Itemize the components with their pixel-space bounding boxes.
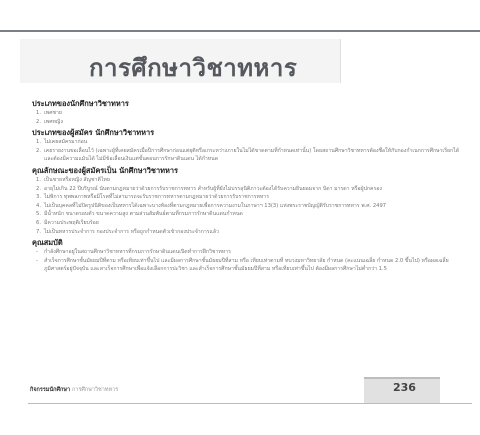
list-item: เพศชาย — [44, 110, 62, 116]
section-student-types — [32, 98, 462, 126]
list-item: มีความประพฤติเรียบร้อย — [44, 219, 99, 226]
section-qualifications — [32, 237, 462, 274]
header-rule — [0, 30, 480, 32]
list-item: - สำเร็จการศึกษาชั้นมัธยมปีที่ตาม หรือเทียบเท่าขึ้นไป และมีผลการศึกษาชั้นมัธยมปีที่สาม หรือ เทียบเท่าตามที่ ทบวงมหาวิทยาลัย กำหนด (คะแนนเฉลี่ย กำหนด 2.0 ขึ้นไป) หรือผลเฉลี่ยภูมิศาสตร์อยู่ปัจจุบัน และสาเร็จการศึกษาเพื่อแจ้งเลือกการปะวิชา และสำเร็จการศึกษาชั้นมัธยมปีที่สาม หรือเทียบเท่าขึ้นไป ต้องมีผลการศึกษาไม่ต่ำกว่า 1.5 — [44, 257, 462, 274]
section-title: ประเภทของนักศึกษาวิชาทหาร — [32, 99, 129, 108]
list-item: ไม่เป็นทหารประจำการ กองประจำการ หรือถูกกำหนดตัวเข้ากองประจำการแล้ว — [44, 228, 219, 235]
list-item: เพศหญิง — [44, 118, 63, 125]
list-item: เคยรายงานขอเลื่อนไว้ (เฉพาะผู้ที่เคยสมัครเมื่อปีการศึกษาก่อนแต่ยุติหรือเกระหว่างภายในไม่ได้ขาดตามที่กำหนดเท่านั้น) โดยสถานศึกษาวิชาทหารต้องชื่อให้กับกองกำเนกการศึกษาเรียกได้ และต้องมีความแม้นได้ ไม่มีข้อเลื่อนเงินแต่ขั้นตอนการรักษาดินแดน ได้กำหนด — [44, 147, 460, 163]
list-item: อายุไม่เกิน 22 ปีบริบูรณ์ นับตามกฎหมายว่าด้วยการรับราชการทหาร สำหรับผู้ที่ยังไม่บรรลุนิติภาวะต้องได้รับความยินยอมจาก บิดา มารดา หรือผู้ปกครอง — [44, 185, 382, 192]
section-list — [32, 176, 462, 236]
section-title: คุณลักษณะของผู้สมัครเป็น นักศึกษาวิชาทหาร — [32, 165, 178, 175]
page-title: การศึกษาวิชาทหาร — [89, 54, 298, 82]
content — [32, 98, 462, 274]
footer-rule — [28, 403, 472, 404]
section-title: คุณสมบัติ — [32, 238, 63, 248]
list-item: - กำลังศึกษาอยู่ในสถานศึกษาวิชาทหารที่กรมการรักษาดินแดนเปิดทำการฝึกวิชาทหาร — [44, 248, 462, 257]
section-applicant-types — [32, 127, 462, 164]
list-item: ไม่เคยสมัครมาก่อน — [44, 139, 88, 146]
footer-topic: การศึกษาวิชาทหาร — [72, 387, 119, 393]
list-item: ไม่พิการ ทุพพลภาพหรือมีโรคที่ไม่สามารถจะรับราชการทหารตามกฎหมายว่าด้วยการรับราชการทหาร — [44, 194, 269, 201]
section-list — [32, 109, 462, 126]
section-list — [32, 138, 462, 164]
section-list — [32, 248, 462, 274]
list-item: เป็นชายหรือหญิง สัญชาติไทย — [44, 176, 110, 183]
page-number: 236 — [393, 381, 416, 394]
section-applicant-qualities — [32, 165, 462, 236]
footer-chapter: กิจกรรมนักศึกษา — [30, 387, 71, 393]
section-title: ประเภทของผู้สมัคร นักศึกษาวิชาทหาร — [32, 128, 155, 138]
list-item: ไม่เป็นบุคคลที่ไม่ปิดรูปนิติของเป็นทหารได้เฉพาะบางท้องที่ตามกฎหมายเพื่อการความงามในภาษาฯ 13(3) แห่งพระราชบัญญัติรับราชการทหาร พ.ศ. 2497 — [44, 202, 387, 209]
footer-label — [30, 386, 118, 394]
list-item: มีน้ำหนัก ขนาดรอบตัว ขนาดความสูง ตามส่วนสัมพันธ์ตามที่กรมการรักษาดินแดนกำหนด — [44, 211, 243, 218]
